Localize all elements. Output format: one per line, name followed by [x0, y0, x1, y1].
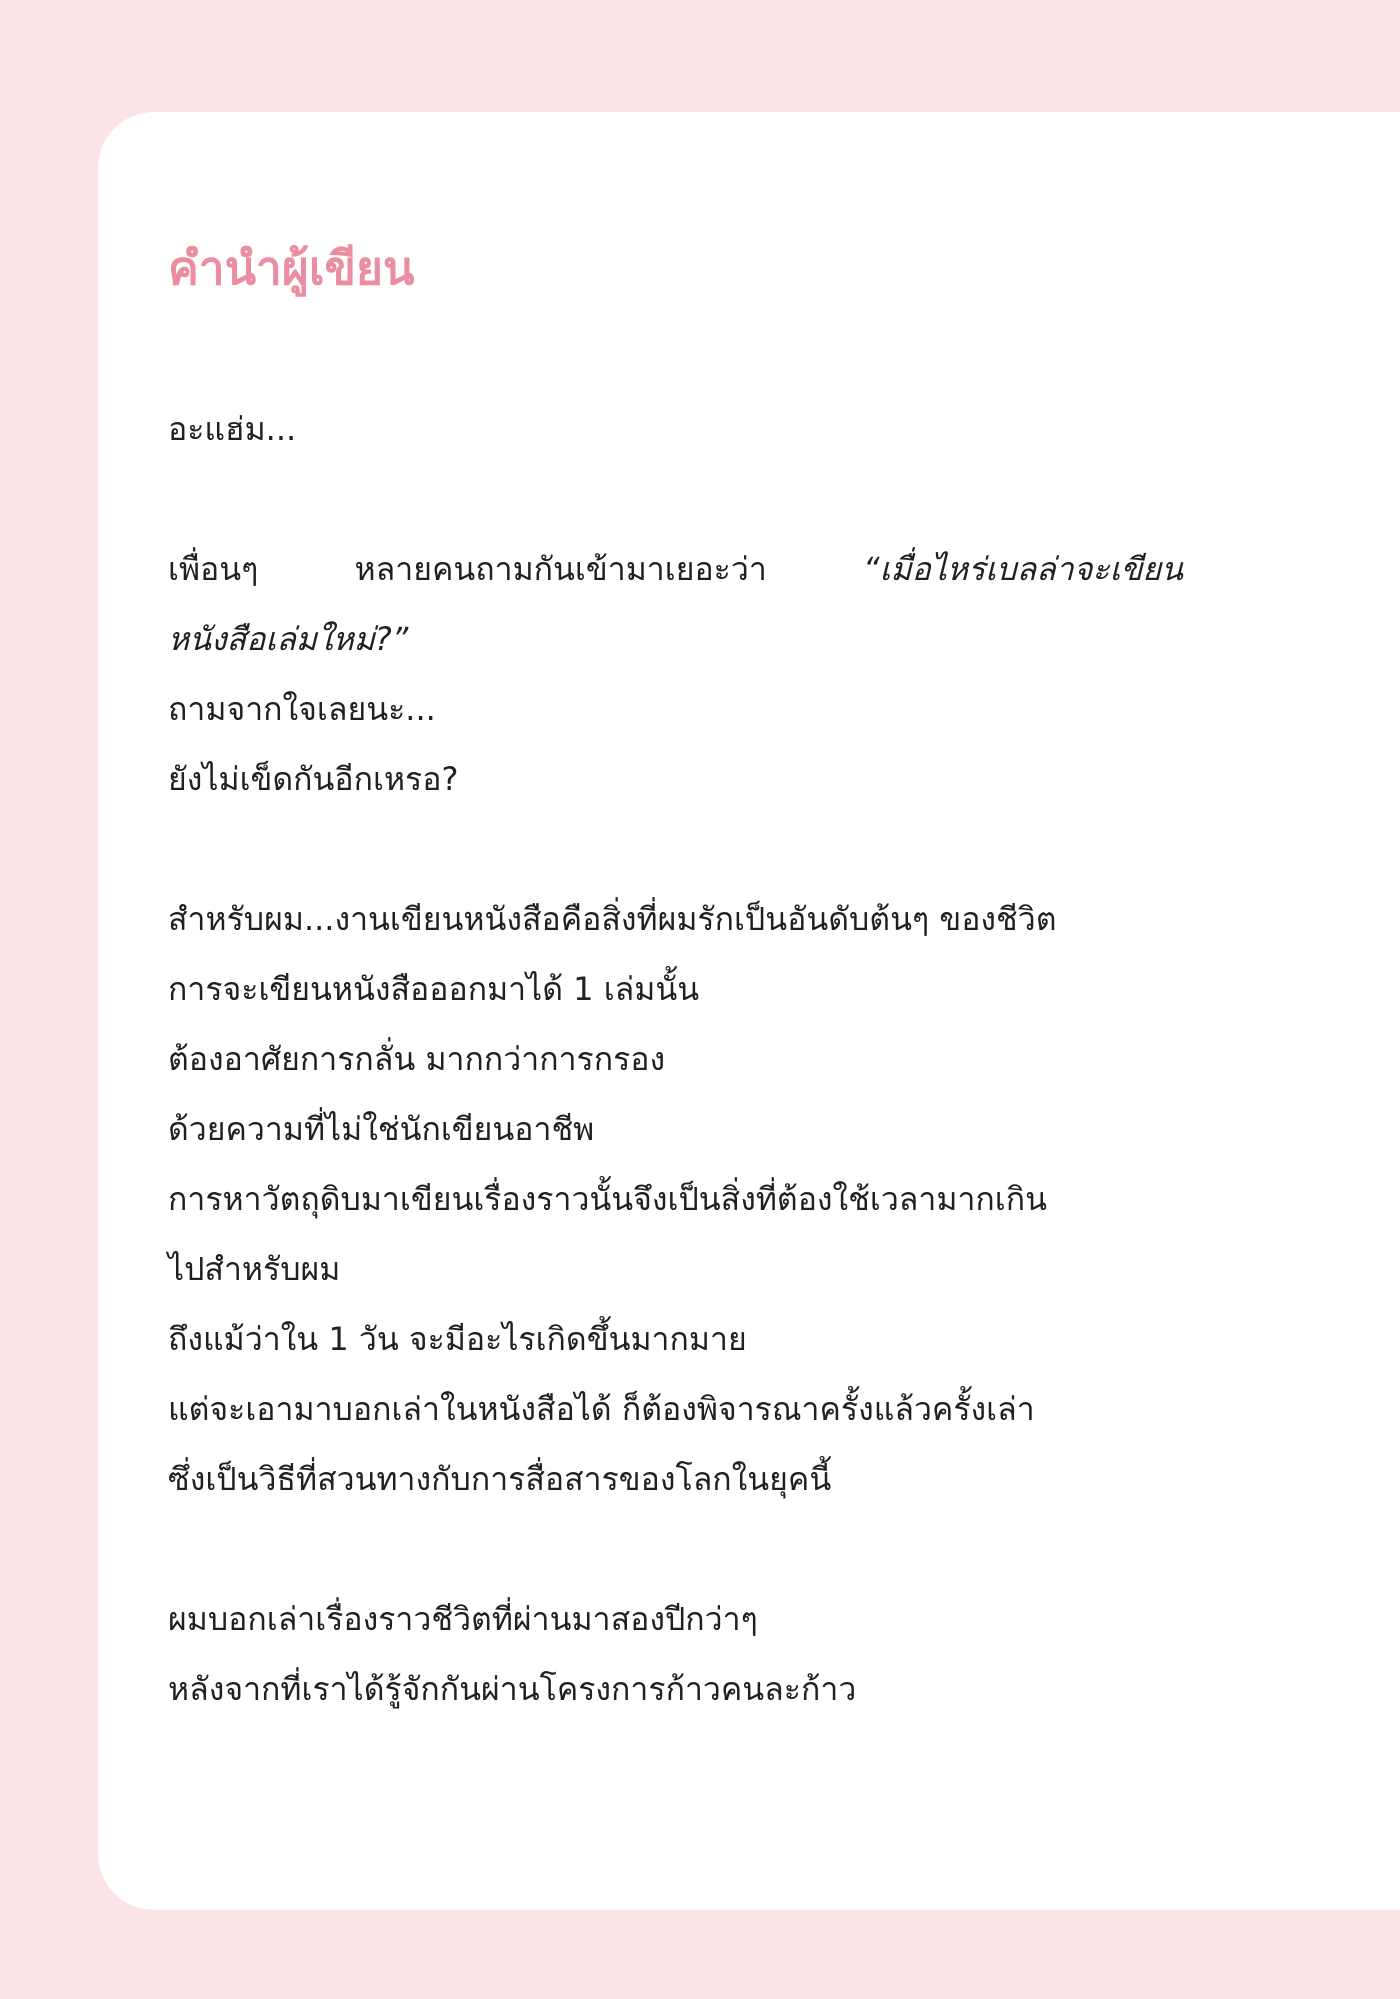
paragraph-2-line-1	[168, 534, 1183, 604]
paragraph-3-line-5: การหาวัตถุดิบมาเขียนเรื่องราวนั้นจึงเป็นสิ่งที่ต้องใช้เวลามากเกิน	[168, 1180, 1047, 1218]
paragraph-2-line-4: ยังไม่เข็ดกันอีกเหรอ?	[168, 760, 459, 798]
paragraph-4-line-2: หลังจากที่เราได้รู้จักกันผ่านโครงการก้าวคนละก้าว	[168, 1670, 857, 1708]
paragraph-3-line-8: แต่จะเอามาบอกเล่าในหนังสือได้ ก็ต้องพิจารณาครั้งแล้วครั้งเล่า	[168, 1390, 1035, 1428]
paragraph-2-quote-end: หนังสือเล่มใหม่?”	[168, 620, 409, 658]
paragraph-3-line-1: สำหรับผม...งานเขียนหนังสือคือสิ่งที่ผมรักเป็นอันดับต้นๆ ของชีวิต	[168, 900, 1057, 938]
body-text	[168, 394, 1208, 1724]
paragraph-1-line-1: อะแฮ่ม...	[168, 410, 297, 448]
page-title: คำนำผู้เขียน	[168, 241, 415, 295]
paragraph-3-line-4: ด้วยความที่ไม่ใช่นักเขียนอาชีพ	[168, 1110, 595, 1148]
paragraph-3-line-6: ไปสำหรับผม	[168, 1250, 341, 1288]
paragraph-2-text-b: หลายคนถามกันเข้ามาเยอะว่า	[354, 550, 767, 588]
paragraph-3-line-7: ถึงแม้ว่าใน 1 วัน จะมีอะไรเกิดขึ้นมากมาย	[168, 1320, 747, 1358]
paragraph-4-line-1: ผมบอกเล่าเรื่องราวชีวิตที่ผ่านมาสองปีกว่าๆ	[168, 1600, 758, 1638]
paragraph-3-line-9: ซึ่งเป็นวิธีที่สวนทางกับการสื่อสารของโลกในยุคนี้	[168, 1460, 832, 1498]
paragraph-2-line-3: ถามจากใจเลยนะ...	[168, 690, 436, 728]
paragraph-3-line-3: ต้องอาศัยการกลั่น มากกว่าการกรอง	[168, 1040, 666, 1078]
paragraph-2-text-a: เพื่อนๆ	[168, 550, 259, 588]
paragraph-3-line-2: การจะเขียนหนังสือออกมาได้ 1 เล่มนั้น	[168, 970, 700, 1008]
paragraph-2-quote-start: “เมื่อไหร่เบลล่าจะเขียน	[862, 550, 1183, 588]
